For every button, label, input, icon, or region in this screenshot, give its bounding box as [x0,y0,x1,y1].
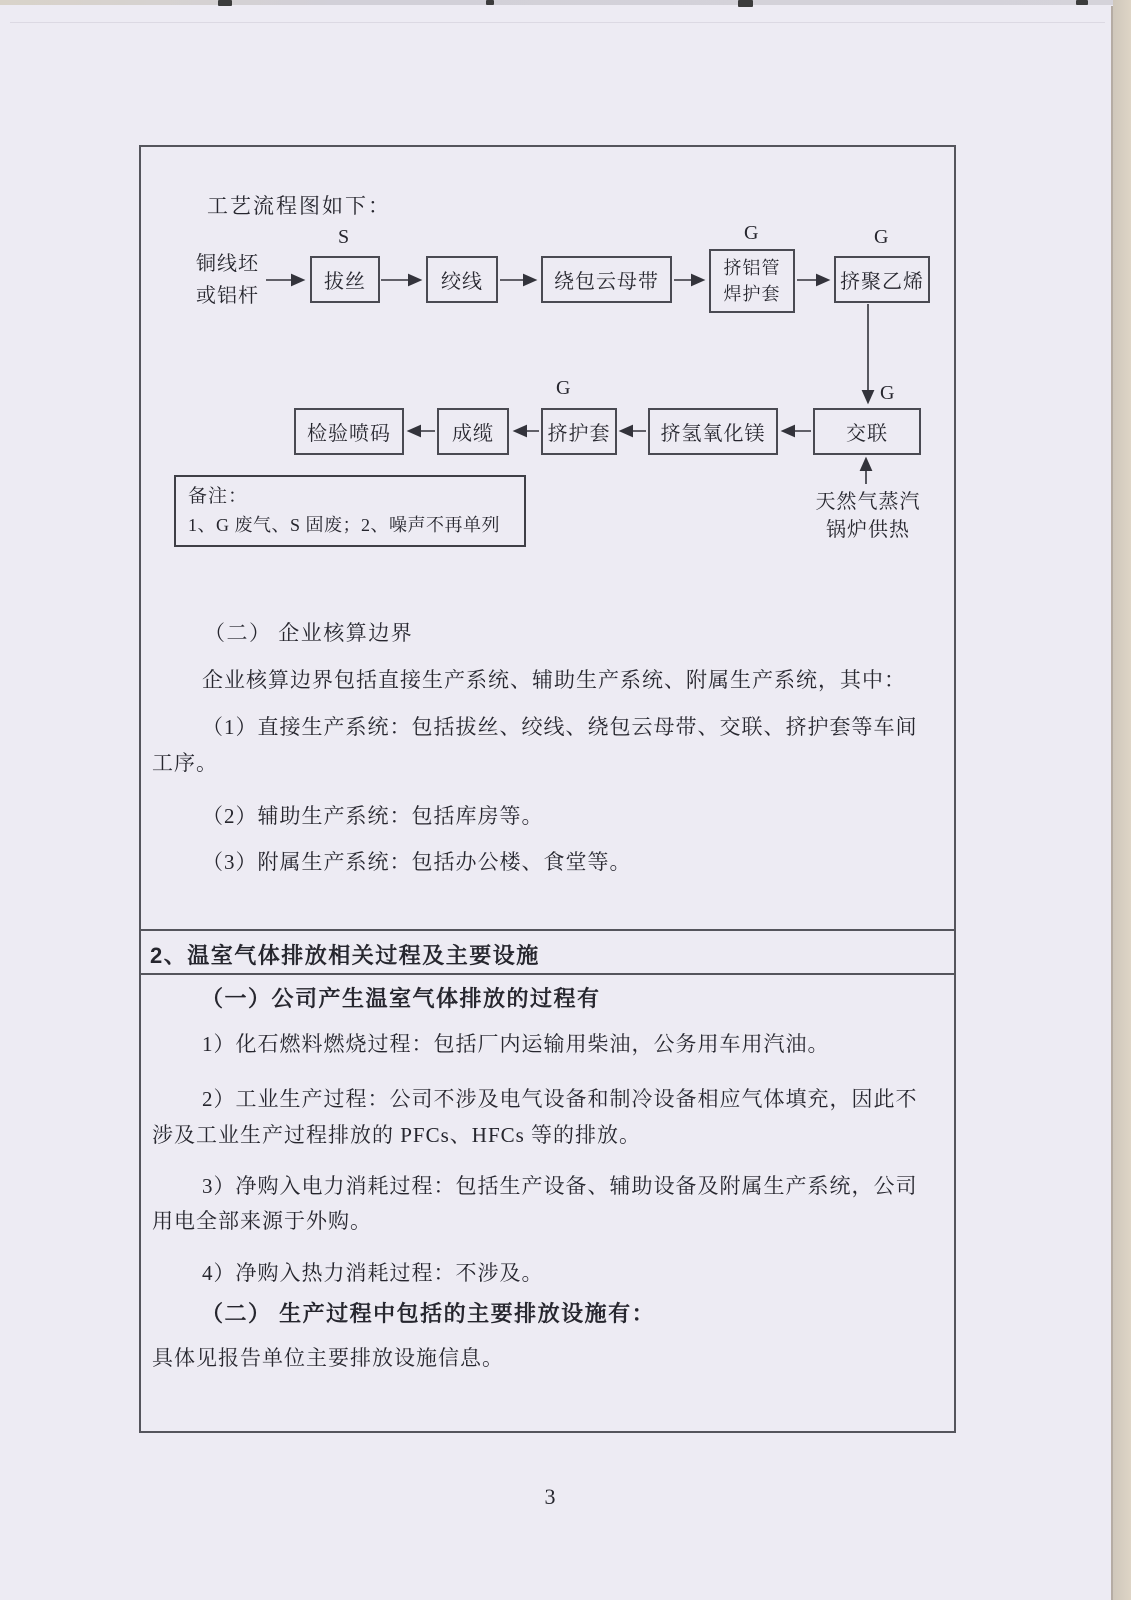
flow-step-label-line1: 挤铝管 [723,258,781,278]
boundary-line: （2）辅助生产系统：包括库房等。 [202,804,544,828]
section2-line: 3）净购入电力消耗过程：包括生产设备、辅助设备及附属生产系统，公司 [202,1174,918,1198]
flow-source-line1: 铜线坯 [196,253,259,275]
section2-subheading-2: （二） 生产过程中包括的主要排放设施有： [201,1301,656,1326]
section2-line: 涉及工业生产过程排放的 PFCs、HFCs 等的排放。 [152,1123,642,1147]
section2-line: 具体见报告单位主要排放设施信息。 [152,1346,504,1370]
boundary-line: 工序。 [152,751,218,775]
section2-line: 4）净购入热力消耗过程：不涉及。 [202,1261,544,1285]
boundary-line: （3）附属生产系统：包括办公楼、食堂等。 [202,850,632,874]
flow-step-label-line2: 焊护套 [723,284,781,304]
section2-line: 2）工业生产过程：公司不涉及电气设备和制冷设备相应气体填充，因此不 [202,1087,918,1111]
tag-gas-G: G [744,222,759,244]
flow-source-line2: 或铝杆 [196,285,259,307]
boundary-line: （1）直接生产系统：包括拔丝、绞线、绕包云母带、交联、挤护套等车间 [202,715,918,739]
row-divider-bottom [139,973,956,975]
tag-gas-G: G [556,377,571,399]
heat-supply-line1: 天然气蒸汽 [815,491,921,513]
flow-arrows [139,146,956,566]
flow-step-label: 挤氢氧化镁 [660,423,766,445]
section2-subheading-1: （一）公司产生温室气体排放的过程有 [201,986,601,1011]
row-divider-top [139,929,956,931]
flow-step-label: 挤护套 [547,423,611,445]
flow-step-label: 检验喷码 [307,423,391,445]
tag-gas-G: G [880,382,895,404]
tag-gas-G: G [874,226,889,248]
scan-artifact [486,0,494,5]
scan-top-edge [0,0,1131,5]
heat-supply-line2: 锅炉供热 [826,519,910,541]
flow-step-label: 挤聚乙烯 [840,271,924,293]
note-body: 1、G 废气、S 固废；2、噪声不再单列 [188,515,501,535]
flow-step-label: 绕包云母带 [554,271,659,293]
flowchart-caption: 工艺流程图如下： [207,194,391,218]
boundary-heading: （二） 企业核算边界 [204,621,414,645]
note-title: 备注： [188,486,249,507]
flow-step-label: 成缆 [452,423,494,445]
tag-solid-waste-S: S [338,226,350,248]
boundary-line: 企业核算边界包括直接生产系统、辅助生产系统、附属生产系统，其中： [202,668,906,692]
page-right-margin [1113,0,1131,1600]
scan-artifact [218,0,232,6]
scan-artifact [738,0,753,7]
page-number: 3 [544,1484,556,1509]
section2-line: 1）化石燃料燃烧过程：包括厂内运输用柴油，公务用车用汽油。 [202,1032,830,1056]
scan-fold-line [10,22,1105,23]
section2-header: 2、温室气体排放相关过程及主要设施 [150,943,540,968]
scan-artifact [1076,0,1088,5]
section2-line: 用电全部来源于外购。 [152,1209,372,1233]
flow-step-label: 交联 [846,423,888,445]
flow-step-label: 绞线 [441,271,483,293]
flow-step-label: 拔丝 [324,271,366,293]
